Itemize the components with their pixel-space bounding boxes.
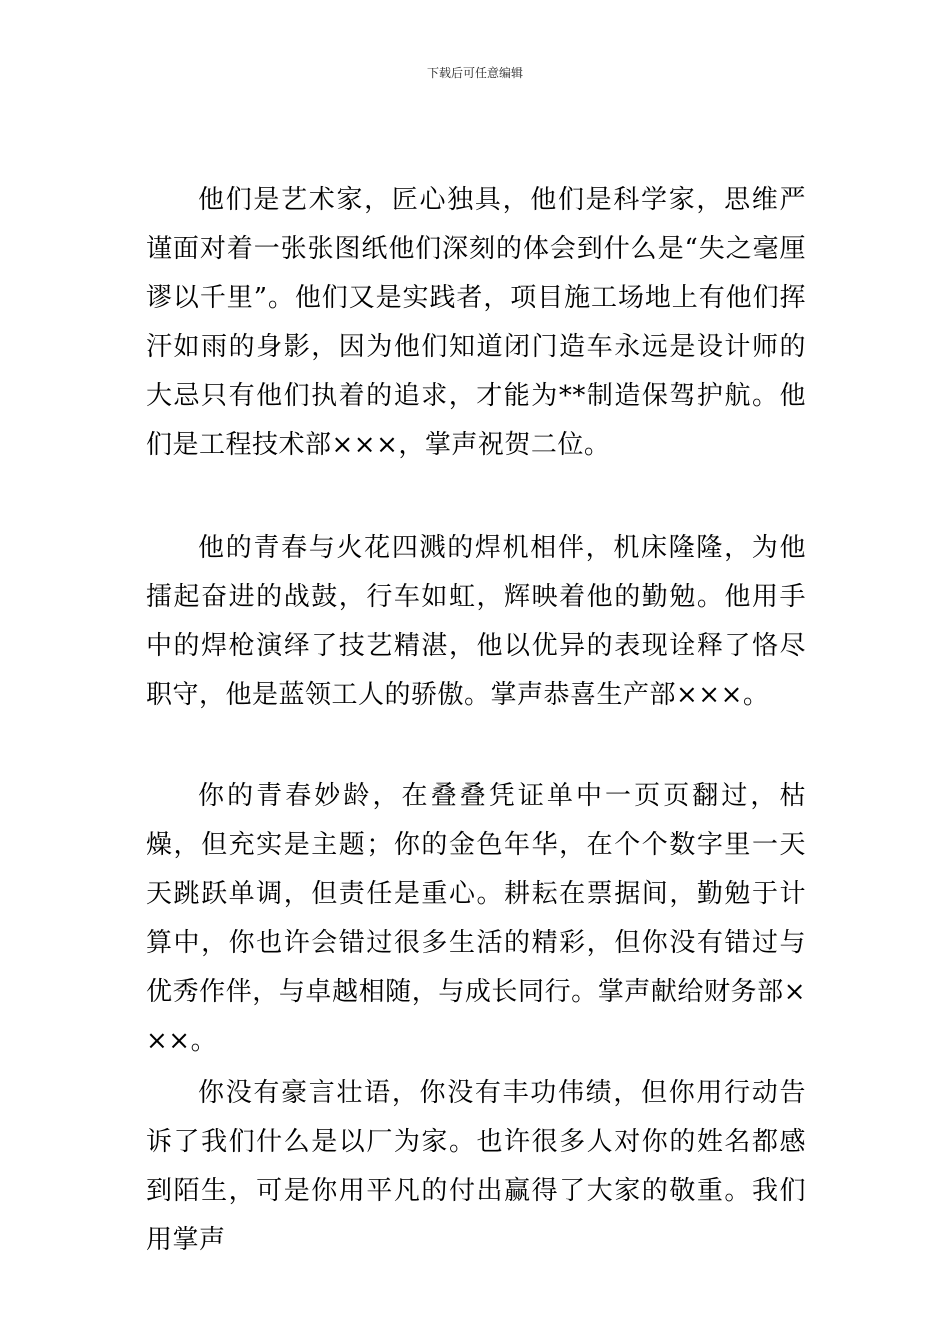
- paragraph-text: 他的青春与火花四溅的焊机相伴，机床隆隆，为他擂起奋进的战鼓，行车如虹，辉映着他的勤勉。他用手中的焊枪演绎了技艺精湛，他以优异的表现诠释了恪尽职守，他是蓝领工人的骄傲。掌声恭喜生产部×××。: [146, 533, 806, 710]
- page-header: 下载后可任意编辑: [426, 66, 523, 80]
- paragraph-text: 你没有豪言壮语，你没有丰功伟绩，但你用行动告诉了我们什么是以厂为家。也许很多人对你的姓名都感到陌生，可是你用平凡的付出赢得了大家的敬重。我们用掌声: [146, 1078, 806, 1255]
- paragraph-ordinary: [146, 1069, 806, 1265]
- paragraph-text: 他们是艺术家，匠心独具，他们是科学家，思维严谨面对着一张张图纸他们深刻的体会到什么是“失之毫厘谬以千里”。他们又是实践者，项目施工场地上有他们挥汗如雨的身影，因为他们知道闭门造车永远是设计师的大忌只有他们执着的追求，才能为**制造保驾护航。他们是工程技术部×××，掌声祝贺二位。: [146, 185, 806, 460]
- paragraph-engineering: [146, 176, 806, 470]
- paragraph-text: 你的青春妙龄，在叠叠凭证单中一页页翻过，枯燥，但充实是主题；你的金色年华，在个个数字里一天天跳跃单调，但责任是重心。耕耘在票据间，勤勉于计算中，你也许会错过很多生活的精彩，但你没有错过与优秀作伴，与卓越相随，与成长同行。掌声献给财务部×××。: [146, 781, 806, 1056]
- paragraph-production: [146, 524, 806, 720]
- paragraph-finance: [146, 772, 806, 1066]
